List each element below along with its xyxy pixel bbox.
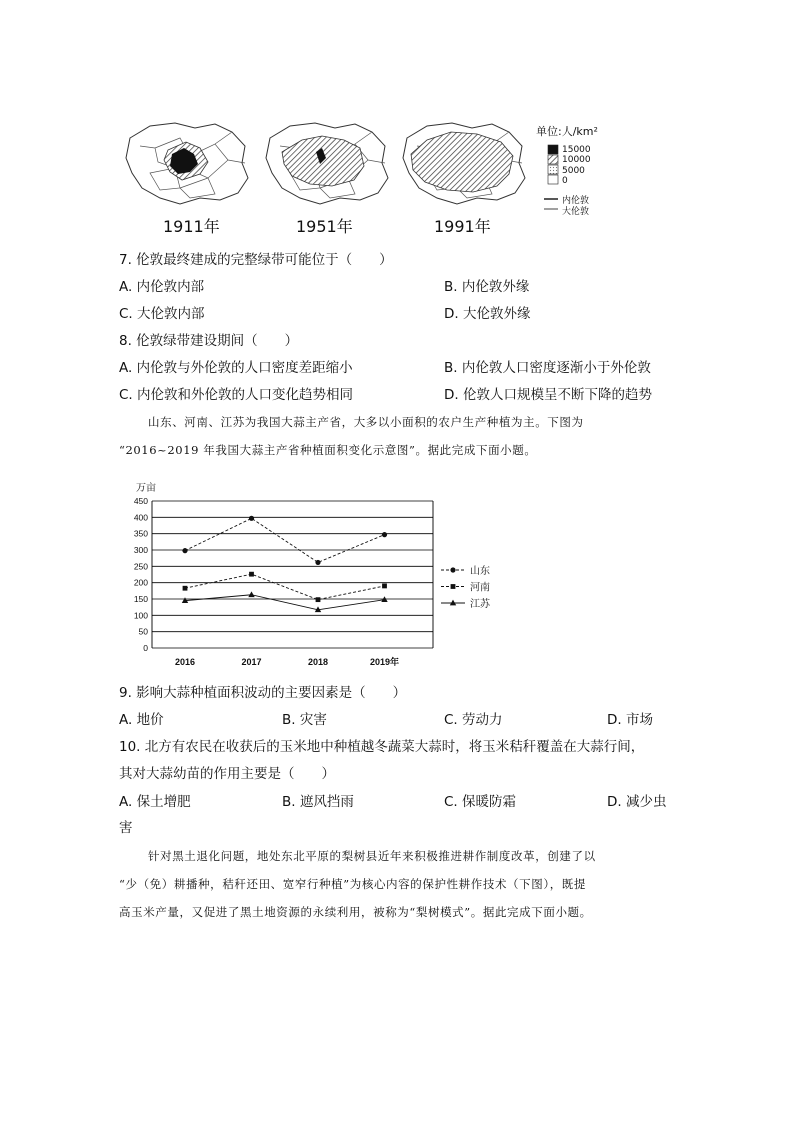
map-label-1951: 1951年 bbox=[296, 217, 353, 236]
legend-value-0: 0 bbox=[562, 176, 568, 186]
q9-option-d[interactable]: D. 市场 bbox=[607, 712, 653, 728]
q10-option-a[interactable]: A. 保土增肥 bbox=[119, 794, 191, 810]
map-legend bbox=[544, 145, 558, 209]
q8-option-c[interactable]: C. 内伦敦和外伦敦的人口变化趋势相同 bbox=[119, 387, 354, 403]
q7-option-d[interactable]: D. 大伦敦外缘 bbox=[444, 306, 531, 322]
legend-swatch-5000 bbox=[548, 165, 558, 174]
intro2-line1: 山东、河南、江苏为我国大蒜主产省，大多以小面积的农户生产种植为主。下图为 bbox=[148, 415, 584, 429]
q8-stem: 8. 伦敦绿带建设期间（ ） bbox=[119, 333, 299, 349]
map-1991 bbox=[403, 123, 525, 204]
y-tick-label: 350 bbox=[133, 528, 148, 539]
map-label-1991: 1991年 bbox=[434, 217, 491, 236]
intro3-line1: 针对黑土退化问题，地处东北平原的梨树县近年来积极推进耕作制度改革，创建了以 bbox=[148, 849, 596, 863]
legend-swatch-10000 bbox=[548, 155, 558, 164]
q10-stem-line1: 10. 北方有农民在收获后的玉米地中种植越冬蔬菜大蒜时，将玉米秸秆覆盖在大蒜行间， bbox=[119, 739, 645, 755]
chart-svg bbox=[120, 478, 520, 674]
q9-option-c[interactable]: C. 劳动力 bbox=[444, 712, 503, 728]
y-tick-label: 100 bbox=[133, 610, 148, 621]
q8-option-b[interactable]: B. 内伦敦人口密度逐渐小于外伦敦 bbox=[444, 360, 651, 376]
garlic-area-chart bbox=[120, 478, 520, 674]
map-1911 bbox=[126, 123, 248, 204]
q7-option-b[interactable]: B. 内伦敦外缘 bbox=[444, 279, 530, 295]
legend-label-山东: 山东 bbox=[470, 566, 490, 577]
q7-stem: 7. 伦敦最终建成的完整绿带可能位于（ ） bbox=[119, 252, 393, 268]
q10-option-d[interactable]: D. 减少虫 bbox=[607, 794, 667, 810]
point-河南 bbox=[249, 572, 254, 577]
legend-value-5000: 5000 bbox=[562, 166, 585, 176]
legend-marker-江苏 bbox=[450, 600, 456, 606]
legend-label-江苏: 江苏 bbox=[470, 599, 490, 610]
intro2-line2: “2016~2019 年我国大蒜主产省种植面积变化示意图”。据此完成下面小题。 bbox=[119, 443, 537, 457]
legend-value-10000: 10000 bbox=[562, 155, 591, 165]
q9-option-b[interactable]: B. 灾害 bbox=[282, 712, 327, 728]
point-河南 bbox=[183, 586, 188, 591]
y-tick-label: 150 bbox=[133, 594, 148, 604]
y-tick-label: 200 bbox=[133, 577, 148, 588]
point-山东 bbox=[182, 548, 187, 553]
q10-option-d-wrap: 害 bbox=[119, 820, 133, 836]
y-tick-label: 300 bbox=[133, 545, 148, 555]
point-江苏 bbox=[248, 591, 254, 597]
q8-option-d[interactable]: D. 伦敦人口规模呈不断下降的趋势 bbox=[444, 387, 652, 403]
q9-option-a[interactable]: A. 地价 bbox=[119, 712, 164, 728]
point-河南 bbox=[316, 597, 321, 602]
legend-unit: 单位:人/km² bbox=[536, 125, 598, 138]
series-line-山东 bbox=[185, 518, 385, 562]
legend-marker-山东 bbox=[450, 567, 455, 572]
q7-option-a[interactable]: A. 内伦敦内部 bbox=[119, 279, 205, 295]
y-tick-label: 50 bbox=[138, 626, 148, 637]
point-山东 bbox=[249, 516, 254, 521]
q10-option-b[interactable]: B. 遮风挡雨 bbox=[282, 794, 354, 810]
point-山东 bbox=[315, 560, 320, 565]
series-line-河南 bbox=[185, 574, 385, 599]
legend-line-inner-label: 内伦敦 bbox=[562, 196, 590, 206]
y-tick-label: 250 bbox=[133, 561, 148, 572]
y-tick-label: 0 bbox=[143, 643, 148, 653]
q7-option-c[interactable]: C. 大伦敦内部 bbox=[119, 306, 205, 322]
map-1951 bbox=[266, 123, 388, 204]
intro3-line2: “少（免）耕播种，秸秆还田、宽窄行种植”为核心内容的保护性耕作技术（下图），既提 bbox=[119, 877, 587, 891]
series-line-江苏 bbox=[185, 595, 385, 610]
x-tick-label: 2016 bbox=[174, 657, 196, 667]
q9-stem: 9. 影响大蒜种植面积波动的主要因素是（ ） bbox=[119, 685, 407, 701]
legend-line-outer-label: 大伦敦 bbox=[562, 207, 590, 217]
y-tick-label: 450 bbox=[133, 496, 148, 506]
q10-stem-line2: 其对大蒜幼苗的作用主要是（ ） bbox=[119, 766, 335, 782]
y-axis-label: 万亩 bbox=[136, 483, 156, 494]
q8-option-a[interactable]: A. 内伦敦与外伦敦的人口密度差距缩小 bbox=[119, 360, 353, 376]
legend-swatch-0 bbox=[548, 175, 558, 184]
map-label-1911: 1911年 bbox=[163, 217, 220, 236]
legend-marker-河南 bbox=[451, 584, 456, 589]
point-山东 bbox=[382, 532, 387, 537]
x-tick-label: 2019年 bbox=[369, 657, 400, 667]
y-tick-label: 400 bbox=[133, 512, 148, 523]
legend-label-河南: 河南 bbox=[470, 582, 490, 594]
x-tick-label: 2017 bbox=[241, 657, 262, 667]
legend-swatch-15000 bbox=[548, 145, 558, 154]
point-河南 bbox=[382, 584, 387, 589]
intro3-line3: 高玉米产量，又促进了黑土地资源的永续利用，被称为“梨树模式”。据此完成下面小题。 bbox=[119, 905, 592, 919]
q10-option-c[interactable]: C. 保暖防霜 bbox=[444, 794, 517, 810]
legend-value-15000: 15000 bbox=[562, 145, 591, 155]
x-tick-label: 2018 bbox=[307, 657, 329, 667]
